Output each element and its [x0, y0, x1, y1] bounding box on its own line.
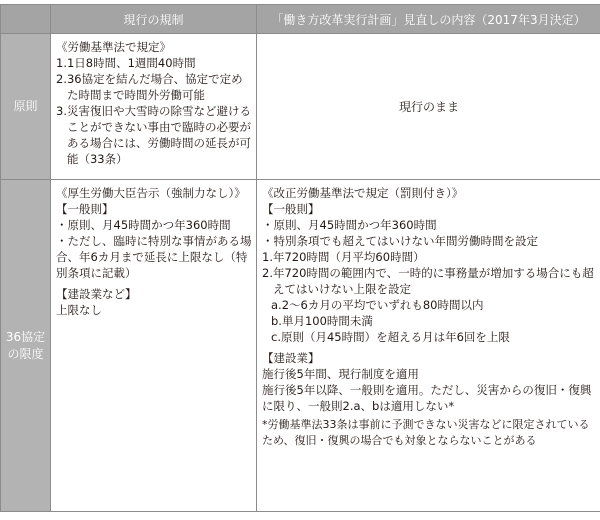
list-item [262, 249, 596, 265]
construction-line: 施行後5年以降、一般則を適用。ただし、災害からの復旧・復興に限り、一般則2.a、bは適用しない* [262, 383, 592, 413]
item-number: 1. [56, 56, 67, 70]
item-text: 36協定を結んだ場合、協定で定めた時間まで時間外労働可能 [66, 72, 243, 102]
principle-revised-cell: 現行のまま [257, 34, 600, 180]
construction-heading: 【建設業】 [262, 351, 320, 365]
list-item [56, 55, 252, 71]
principle-current-cell [51, 34, 257, 180]
item-text: 1日8時間、1週間40時間 [66, 56, 196, 70]
list-item: ・原則、月45時間かつ年360時間 [262, 218, 437, 232]
item-number: 3. [56, 104, 67, 118]
list-item [56, 103, 252, 167]
principle-current-heading: 《労働基準法で規定》 [56, 40, 171, 54]
regulation-comparison-table [0, 4, 600, 512]
list-item [56, 71, 252, 103]
footnote: *労働基準法33条は事前に予測できない災害などに限定されているため、復旧・復興の場合でも対象とならないことがある [262, 418, 590, 447]
sub-item: b.単月100時間未満 [271, 314, 373, 328]
list-item: ・原則、月45時間かつ年360時間 [56, 218, 231, 232]
item-number: 2. [56, 72, 67, 86]
list-item: ・ただし、臨時に特別な事情がある場合、年6カ月まで延長に上限なし（特別条項に記載） [56, 234, 252, 280]
item-number: 2. [262, 266, 273, 280]
header-current-regulation: 現行の規制 [51, 5, 257, 34]
limit-revised-heading: 《改正労働基準法で規定（罰則付き）》 [262, 186, 464, 200]
header-revision-content: 「働き方改革実行計画」見直しの内容（2017年3月決定） [257, 5, 600, 34]
limit-current-heading: 《厚生労働大臣告示（強制力なし）》 [56, 186, 246, 200]
general-rule-heading: 【一般則】 [262, 202, 320, 216]
header-row [1, 5, 600, 34]
sub-item: c.原則（月45時間）を超える月は年6回を上限 [271, 330, 510, 344]
principle-row [1, 34, 600, 180]
header-corner [1, 5, 51, 34]
construction-text: 上限なし [56, 303, 102, 317]
item-text: 年720時間（月平均60時間） [272, 250, 425, 264]
item-text: 年720時間の範囲内で、一時的に事務量が増加する場合にも超えてはいけない上限を設定 [272, 266, 594, 296]
limit-current-cell [51, 180, 257, 512]
limit-revised-cell [257, 180, 600, 512]
construction-heading: 【建設業など】 [56, 287, 137, 301]
list-item [262, 265, 596, 297]
construction-line: 施行後5年間、現行制度を適用 [262, 367, 419, 381]
list-item: ・特別条項でも超えてはいけない年間労働時間を設定 [262, 234, 538, 248]
limit-row [1, 180, 600, 512]
row-label-principle: 原則 [1, 34, 51, 180]
item-number: 1. [262, 250, 273, 264]
item-text: 災害復旧や大雪時の除雪など避けることができない事由で臨時の必要がある場合には、労働時間の延長が可能（33条） [66, 104, 251, 166]
sub-item: a.2〜6カ月の平均でいずれも80時間以内 [271, 298, 484, 312]
general-rule-heading: 【一般則】 [56, 202, 114, 216]
row-label-limit: 36協定の限度 [1, 180, 51, 512]
